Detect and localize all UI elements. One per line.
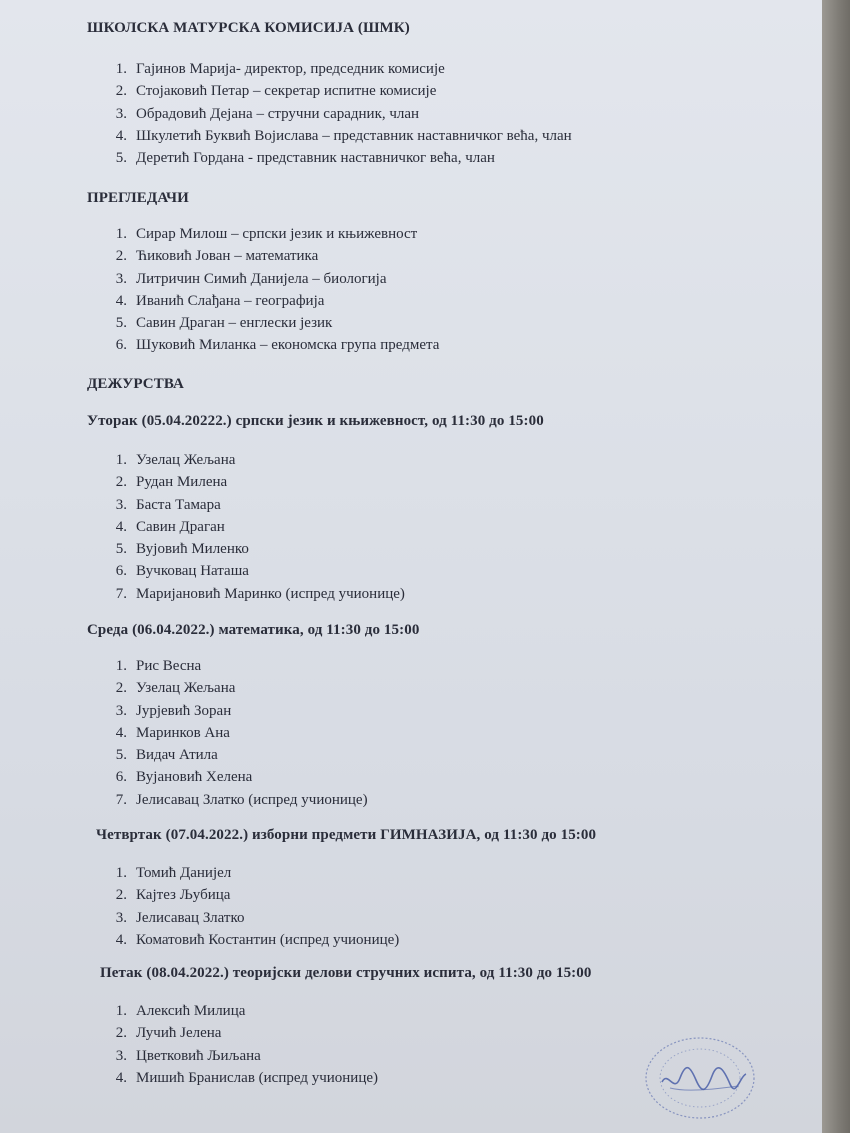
document-page: ШКОЛСКА МАТУРСКА КОМИСИЈА (ШМК) 1. Гајинов Марија- директор, председник комисије 2. Стојаковић Петар – секретар испитне комисије 3. Обрадовић Дејана – стручни сарадник, члан 4. Шкулетић Буквић Војислава – представник наставничког већа, члан 5. Деретић Гордана - представник наставничког већа, члан ПРЕГЛЕДАЧИ 1. Сирар Милош – српски језик и књижевност 2. Ћиковић Јован – математика 3. Литричин Симић Данијела – биологија 4. Иванић Слађана – географија 5. Савин Драган – енглески језик 6. Шуковић Миланка – економска група предмета ДЕЖУРСТВА Уторак (05.04.20222.) српски језик и књижевност, од 11:30 до 15:00 1. Узелац Жељана 2. Рудан Милена 3. Баста Тамара 4. Савин Драган 5. Вујовић Миленко 6. Вучковац Наташа 7. Маријановић Маринко (испред учионице) Среда (06.04.2022.) математика, од 11:30 до 15:00 1. Рис Весна 2. Узелац Жељана 3. Јурјевић Зоран 4. Маринков Ана 5. Видач Атила 6. Вујановић Хелена 7. Јелисавац Златко (испред учионице) Четвртак (07.04.2022.) изборни предмети ГИМНАЗИЈА, од 11:30 до 15:00 1. Томић Данијел 2. Кајтез Љубица 3. Јелисавац Златко 4. Коматовић Костантин (испред учионице) Петак (08.04.2022.) теоријски делови стручних испита, од 11:30 до 15:00 1. Алексић Милица 2. Лучић Јелена 3. Цветковић Љиљана 4. Мишић Бранислав (испред учионице) xyxy=(0,0,822,1133)
section-heading-commission: ШКОЛСКА МАТУРСКА КОМИСИЈА (ШМК) xyxy=(87,20,410,36)
section-heading-reviewers: ПРЕГЛЕДАЧИ xyxy=(87,190,189,206)
duty-heading-tuesday: Уторак (05.04.20222.) српски језик и књижевност, од 11:30 до 15:00 xyxy=(87,413,544,429)
duty-heading-thursday: Четвртак (07.04.2022.) изборни предмети ГИМНАЗИЈА, од 11:30 до 15:00 xyxy=(96,827,597,843)
signature-underline xyxy=(670,1086,738,1090)
duty-heading-wednesday: Среда (06.04.2022.) математика, од 11:30 до 15:00 xyxy=(87,622,420,638)
stamp-with-signature xyxy=(640,1030,760,1125)
signature-stroke xyxy=(662,1068,746,1090)
duty-heading-friday: Петак (08.04.2022.) теоријски делови стручних испита, од 11:30 до 15:00 xyxy=(100,965,592,981)
stamp-outer-ring xyxy=(646,1038,754,1118)
section-heading-duties: ДЕЖУРСТВА xyxy=(87,376,184,392)
page-edge-background xyxy=(822,0,850,1133)
